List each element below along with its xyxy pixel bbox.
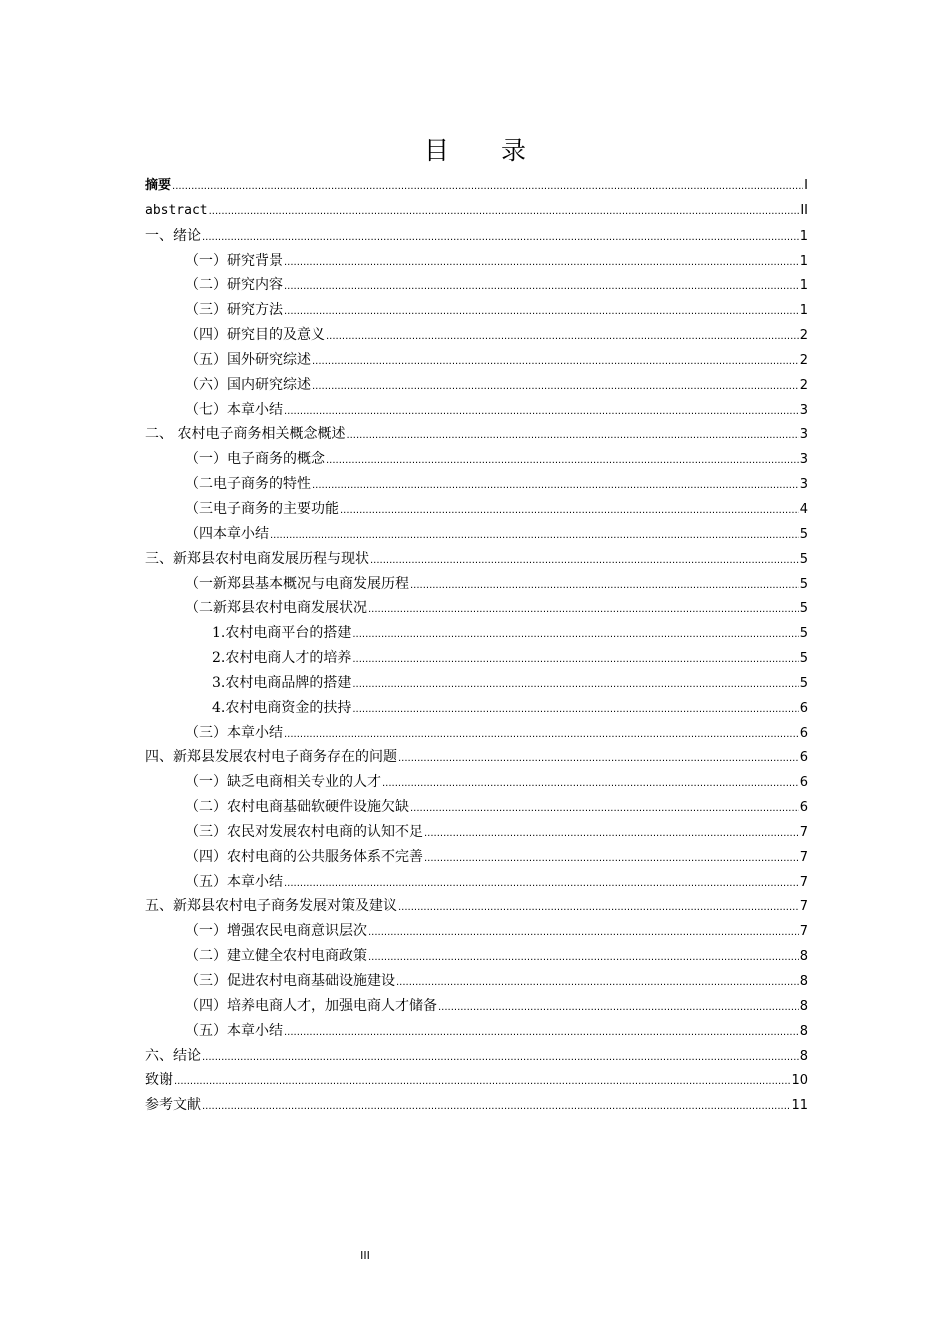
toc-dot-leader: [352, 623, 798, 648]
toc-entry-label: （一）增强农民电商意识层次: [185, 923, 367, 940]
toc-entry-page: 2: [799, 328, 808, 344]
toc-dot-leader: [382, 772, 799, 797]
toc-dot-leader: [270, 524, 799, 549]
toc-entry[interactable]: [145, 447, 808, 472]
toc-dot-leader: [368, 598, 799, 623]
toc-entry[interactable]: [145, 745, 808, 770]
toc-entry-label: （三）研究方法: [185, 302, 283, 319]
toc-entry-page: 6: [799, 700, 808, 716]
toc-entry-label: 摘要: [145, 178, 172, 193]
toc-entry-page: 10: [791, 1073, 808, 1089]
toc-entry-page: 5: [799, 626, 808, 642]
toc-entry[interactable]: [145, 969, 808, 994]
toc-dot-leader: [284, 275, 799, 300]
toc-dot-leader: [424, 822, 799, 847]
toc-entry-label: 2.农村电商人才的培养: [212, 650, 352, 667]
toc-entry-label: （二）建立健全农村电商政策: [185, 948, 367, 965]
toc-entry[interactable]: [145, 522, 808, 547]
toc-entry[interactable]: [145, 1019, 808, 1044]
toc-entry-label: 致谢: [145, 1072, 173, 1089]
toc-entry-page: 7: [799, 899, 808, 915]
toc-entry-page: 1: [799, 278, 808, 294]
toc-dot-leader: [284, 723, 799, 748]
toc-entry-page: 7: [799, 874, 808, 890]
toc-dot-leader: [340, 499, 799, 524]
toc-entry-page: 7: [799, 824, 808, 840]
toc-entry-label: （一新郑县基本概况与电商发展历程: [185, 575, 409, 592]
toc-dot-leader: [174, 1070, 790, 1095]
toc-dot-leader: [424, 847, 799, 872]
toc-entry-label: （五）国外研究综述: [185, 351, 311, 368]
toc-entry-page: 3: [799, 402, 808, 418]
toc-entry-label: 3.农村电商品牌的搭建: [212, 674, 352, 691]
toc-entry-label: 六、结论: [145, 1047, 201, 1064]
toc-dot-leader: [284, 400, 799, 425]
toc-entry[interactable]: [145, 373, 808, 398]
toc-entry-label: （二电子商务的特性: [185, 476, 311, 493]
toc-entry-page: 7: [799, 924, 808, 940]
toc-dot-leader: [398, 896, 799, 921]
toc-entry[interactable]: [145, 323, 808, 348]
toc-entry[interactable]: [145, 174, 808, 199]
toc-entry-page: 5: [799, 551, 808, 567]
toc-entry-label: 1.农村电商平台的搭建: [212, 625, 352, 642]
toc-entry[interactable]: [145, 1068, 808, 1093]
toc-entry-page: 6: [799, 775, 808, 791]
toc-entry[interactable]: [145, 870, 808, 895]
toc-entry-page: 8: [799, 998, 808, 1014]
toc-entry-label: （二）研究内容: [185, 277, 283, 294]
toc-entry-page: I: [804, 178, 808, 193]
toc-entry-label: 二、 农村电子商务相关概念概述: [145, 426, 346, 443]
toc-entry[interactable]: [145, 572, 808, 597]
toc-entry-label: 五、新郑县农村电子商务发展对策及建议: [145, 898, 397, 915]
footer-page-number: III: [360, 1249, 370, 1262]
toc-entry[interactable]: [145, 1093, 808, 1118]
toc-entry-page: 3: [799, 427, 808, 443]
toc-dot-leader: [312, 474, 799, 499]
toc-entry-page: 8: [799, 1048, 808, 1064]
toc-dot-leader: [352, 698, 798, 723]
toc-dot-leader: [398, 747, 799, 772]
toc-entry[interactable]: [145, 596, 808, 621]
toc-dot-leader: [312, 350, 799, 375]
toc-entry-page: 1: [799, 253, 808, 269]
toc-entry-page: 1: [799, 303, 808, 319]
toc-entry-page: 11: [791, 1098, 808, 1114]
toc-entry[interactable]: [145, 547, 808, 572]
toc-entry-page: 2: [799, 377, 808, 393]
toc-entry-label: （三）促进农村电商基础设施建设: [185, 973, 395, 989]
toc-entry-page: 8: [799, 974, 808, 989]
toc-entry-label: （六）国内研究综述: [185, 376, 311, 393]
toc-entry[interactable]: [145, 721, 808, 746]
toc-dot-leader: [202, 1095, 790, 1120]
toc-entry-label: 四、新郑县发展农村电子商务存在的问题: [145, 749, 397, 766]
table-of-contents: [145, 174, 808, 1118]
toc-entry-label: （四）研究目的及意义: [185, 327, 325, 344]
toc-entry-label: （四本章小结: [185, 525, 269, 542]
toc-entry[interactable]: [145, 497, 808, 522]
toc-entry-page: 3: [799, 452, 808, 468]
toc-dot-leader: [202, 226, 799, 251]
toc-dot-leader: [326, 325, 799, 350]
toc-entry[interactable]: [145, 795, 808, 820]
toc-entry[interactable]: [145, 398, 808, 423]
toc-entry-label: 三、新郑县农村电商发展历程与现状: [145, 550, 369, 567]
toc-dot-leader: [410, 797, 799, 822]
toc-entry-label: （三）本章小结: [185, 724, 283, 741]
toc-entry-label: （四）培养电商人才，加强电商人才储备: [185, 997, 437, 1014]
toc-entry[interactable]: [145, 994, 808, 1019]
toc-entry-label: （二新郑县农村电商发展状况: [185, 600, 367, 617]
toc-entry-page: 6: [799, 750, 808, 766]
toc-dot-leader: [438, 996, 799, 1021]
toc-entry-page: 5: [799, 601, 808, 617]
toc-dot-leader: [368, 946, 799, 971]
toc-entry[interactable]: [145, 348, 808, 373]
toc-entry-label: （一）研究背景: [185, 252, 283, 269]
toc-dot-leader: [209, 200, 800, 225]
page-title: 目 录: [424, 136, 548, 165]
toc-entry-page: 6: [799, 800, 808, 816]
toc-entry-page: II: [800, 202, 808, 218]
toc-dot-leader: [202, 1046, 799, 1071]
toc-entry-label: abstract: [145, 202, 208, 218]
toc-entry-page: 5: [799, 576, 808, 592]
toc-entry[interactable]: [145, 894, 808, 919]
toc-dot-leader: [284, 1021, 799, 1046]
toc-entry[interactable]: [145, 770, 808, 795]
toc-entry-page: 4: [799, 501, 808, 517]
toc-entry-page: 8: [799, 1023, 808, 1039]
toc-entry-label: （五）本章小结: [185, 873, 283, 890]
toc-dot-leader: [352, 648, 798, 673]
toc-dot-leader: [172, 175, 803, 200]
toc-dot-leader: [312, 375, 799, 400]
toc-entry-page: 7: [799, 849, 808, 865]
toc-entry-page: 3: [799, 477, 808, 493]
toc-entry[interactable]: [145, 820, 808, 845]
toc-entry-page: 5: [799, 651, 808, 667]
toc-entry[interactable]: [145, 919, 808, 944]
toc-dot-leader: [284, 251, 799, 276]
toc-entry[interactable]: [145, 621, 808, 646]
toc-entry[interactable]: [145, 298, 808, 323]
toc-entry-label: （七）本章小结: [185, 401, 283, 418]
toc-entry[interactable]: [145, 249, 808, 274]
toc-dot-leader: [370, 549, 799, 574]
toc-entry[interactable]: [145, 845, 808, 870]
toc-entry-label: （五）本章小结: [185, 1022, 283, 1039]
toc-entry-label: （一）缺乏电商相关专业的人才: [185, 774, 381, 791]
toc-dot-leader: [346, 424, 798, 449]
toc-entry[interactable]: [145, 671, 808, 696]
toc-entry-page: 2: [799, 352, 808, 368]
toc-entry[interactable]: [145, 224, 808, 249]
toc-entry[interactable]: [145, 696, 808, 721]
toc-entry-page: 6: [799, 725, 808, 741]
toc-entry-page: 5: [799, 675, 808, 691]
toc-entry-label: （四）农村电商的公共服务体系不完善: [185, 848, 423, 865]
toc-entry-label: 一、绪论: [145, 227, 201, 244]
toc-dot-leader: [284, 872, 799, 897]
toc-entry-label: （一）电子商务的概念: [185, 451, 325, 468]
toc-entry-label: （三电子商务的主要功能: [185, 500, 339, 517]
toc-dot-leader: [326, 449, 799, 474]
toc-entry[interactable]: [145, 199, 808, 224]
toc-dot-leader: [284, 300, 799, 325]
toc-entry-page: 8: [799, 949, 808, 965]
toc-entry-page: 5: [799, 526, 808, 542]
toc-entry-label: （三）农民对发展农村电商的认知不足: [185, 823, 423, 840]
toc-entry[interactable]: [145, 944, 808, 969]
toc-entry[interactable]: [145, 422, 808, 447]
toc-entry-page: 1: [799, 228, 808, 244]
toc-dot-leader: [368, 921, 799, 946]
toc-dot-leader: [410, 574, 799, 599]
toc-entry-label: 4.农村电商资金的扶持: [212, 699, 352, 716]
toc-entry[interactable]: [145, 646, 808, 671]
toc-dot-leader: [396, 971, 799, 996]
toc-entry[interactable]: [145, 1044, 808, 1069]
toc-entry[interactable]: [145, 273, 808, 298]
toc-entry[interactable]: [145, 472, 808, 497]
toc-dot-leader: [352, 673, 798, 698]
toc-entry-label: （二）农村电商基础软硬件设施欠缺: [185, 799, 409, 816]
page-footer: [0, 1249, 950, 1262]
toc-entry-label: 参考文献: [145, 1097, 201, 1114]
